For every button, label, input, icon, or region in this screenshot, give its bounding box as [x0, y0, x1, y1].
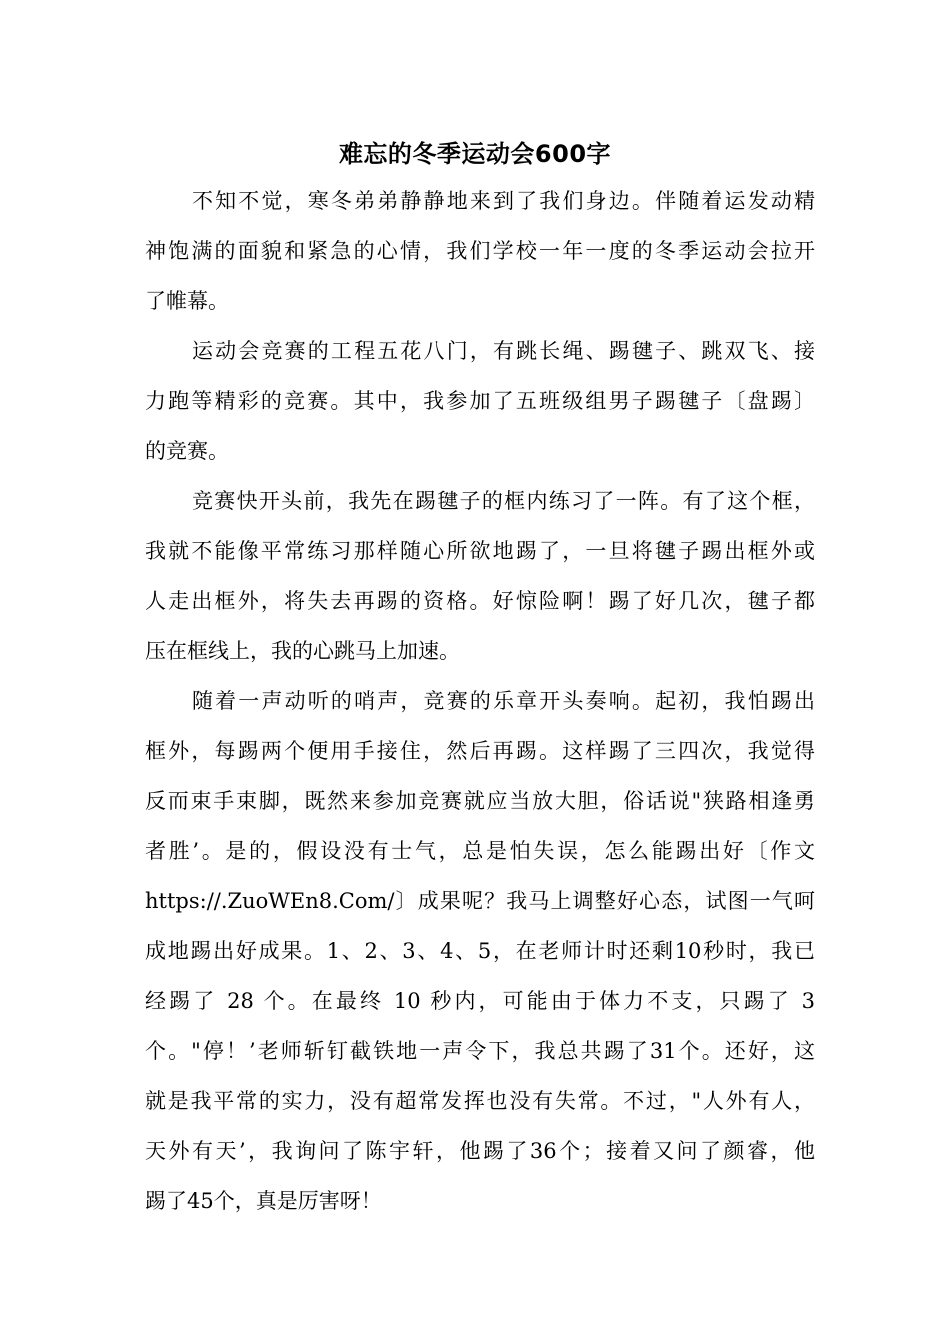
essay-title: 难忘的冬季运动会600字: [338, 140, 612, 168]
paragraph-1-line-3: 了帷幕。: [145, 289, 229, 313]
paragraph-4-line-4: 者胜’。是的，假设没有士气，总是怕失误，怎么能踢出好〔作文: [145, 839, 815, 863]
paragraph-4-line-9: 就是我平常的实力，没有超常发挥也没有失常。不过，"人外有人，: [145, 1089, 815, 1113]
paragraph-3-line-1: 竞赛快开头前，我先在踢毽子的框内练习了一阵。有了这个框，: [192, 489, 815, 513]
paragraph-3-line-4: 压在框线上，我的心跳马上加速。: [145, 639, 460, 663]
paragraph-4-line-2: 框外，每踢两个便用手接住，然后再踢。这样踢了三四次，我觉得: [145, 739, 815, 763]
paragraph-2-line-1: 运动会竞赛的工程五花八门，有跳长绳、踢毽子、跳双飞、接: [192, 339, 815, 363]
paragraph-3-line-3: 人走出框外，将失去再踢的资格。好惊险啊！踢了好几次，毽子都: [145, 589, 815, 613]
paragraph-4-line-1: 随着一声动听的哨声，竞赛的乐章开头奏响。起初，我怕踢出: [192, 689, 815, 713]
paragraph-3-line-2: 我就不能像平常练习那样随心所欲地踢了，一旦将毽子踢出框外或: [145, 539, 815, 563]
paragraph-4-line-6: 成地踢出好成果。1、2、3、4、5，在老师计时还剩10秒时，我已: [145, 939, 815, 963]
paragraph-4-line-7: 经踢了 28 个。在最终 10 秒内，可能由于体力不支，只踢了 3: [145, 989, 815, 1013]
paragraph-4-line-3: 反而束手束脚，既然来参加竞赛就应当放大胆，俗话说"狭路相逢勇: [145, 789, 815, 813]
paragraph-4-line-10: 天外有天’，我询问了陈宇轩，他踢了36个；接着又问了颜睿，他: [145, 1139, 815, 1163]
paragraph-2-line-2: 力跑等精彩的竞赛。其中，我参加了五班级组男子踢毽子〔盘踢〕: [145, 389, 815, 413]
paragraph-4-line-11: 踢了45个，真是厉害呀！: [145, 1189, 382, 1213]
paragraph-2-line-3: 的竞赛。: [145, 439, 229, 463]
paragraph-1-line-2: 神饱满的面貌和紧急的心情，我们学校一年一度的冬季运动会拉开: [145, 239, 815, 263]
paragraph-1-line-1: 不知不觉，寒冬弟弟静静地来到了我们身边。伴随着运发动精: [192, 189, 815, 213]
paragraph-4-line-5: https://.ZuoWEn8.Com/〕成果呢？我马上调整好心态，试图一气呵: [145, 889, 815, 913]
paragraph-4-line-8: 个。"停！’老师斩钉截铁地一声令下，我总共踢了31个。还好，这: [145, 1039, 815, 1063]
